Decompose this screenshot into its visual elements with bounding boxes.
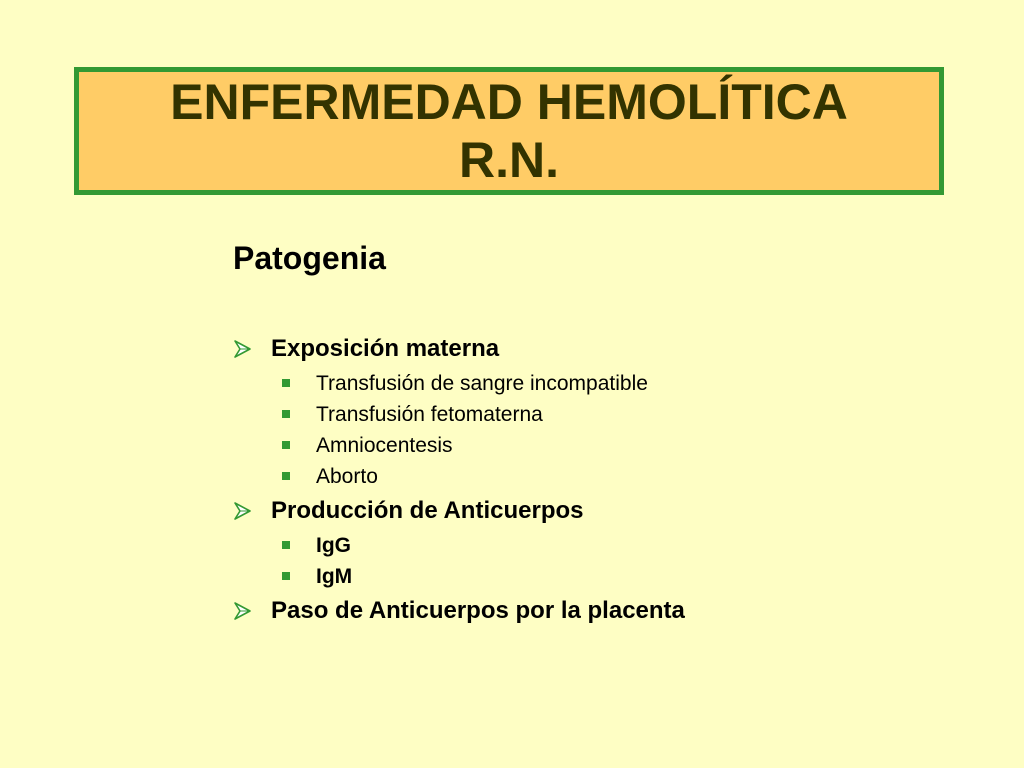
- list-item-label: Exposición materna: [271, 335, 500, 362]
- sub-list-item: [233, 530, 933, 561]
- square-bullet-icon: [282, 572, 290, 580]
- sub-list-item: [233, 368, 933, 399]
- square-bullet-icon: [282, 410, 290, 418]
- arrowhead-bullet-icon: [233, 601, 271, 621]
- list-item: [233, 492, 933, 530]
- sub-list-item-label: Transfusión fetomaterna: [316, 402, 543, 426]
- slide-title-line-1: ENFERMEDAD HEMOLÍTICA: [170, 74, 848, 130]
- square-bullet-icon: [282, 379, 290, 387]
- slide-subtitle: Patogenia: [233, 240, 386, 276]
- list-item-label: Paso de Anticuerpos por la placenta: [271, 597, 685, 624]
- slide-title: [170, 73, 848, 189]
- list-item-label: Producción de Anticuerpos: [271, 497, 584, 524]
- sub-list-item: [233, 399, 933, 430]
- list-item: [233, 330, 933, 368]
- sub-list-item: [233, 561, 933, 592]
- square-bullet-icon: [282, 472, 290, 480]
- sub-list-item: [233, 430, 933, 461]
- sub-list-item-label: Transfusión de sangre incompatible: [316, 371, 648, 395]
- arrowhead-bullet-icon: [233, 501, 271, 521]
- square-bullet-icon: [282, 541, 290, 549]
- sub-list-item-label: Amniocentesis: [316, 433, 453, 457]
- list-item: [233, 592, 933, 630]
- slide-title-line-2: R.N.: [458, 132, 559, 188]
- title-box: [74, 67, 944, 195]
- bullet-list: [233, 330, 933, 630]
- sub-list-item-label: IgG: [316, 533, 351, 557]
- sub-list-item-label: Aborto: [316, 464, 378, 488]
- arrowhead-bullet-icon: [233, 339, 271, 359]
- square-bullet-icon: [282, 441, 290, 449]
- sub-list-item-label: IgM: [316, 564, 353, 588]
- sub-list-item: [233, 461, 933, 492]
